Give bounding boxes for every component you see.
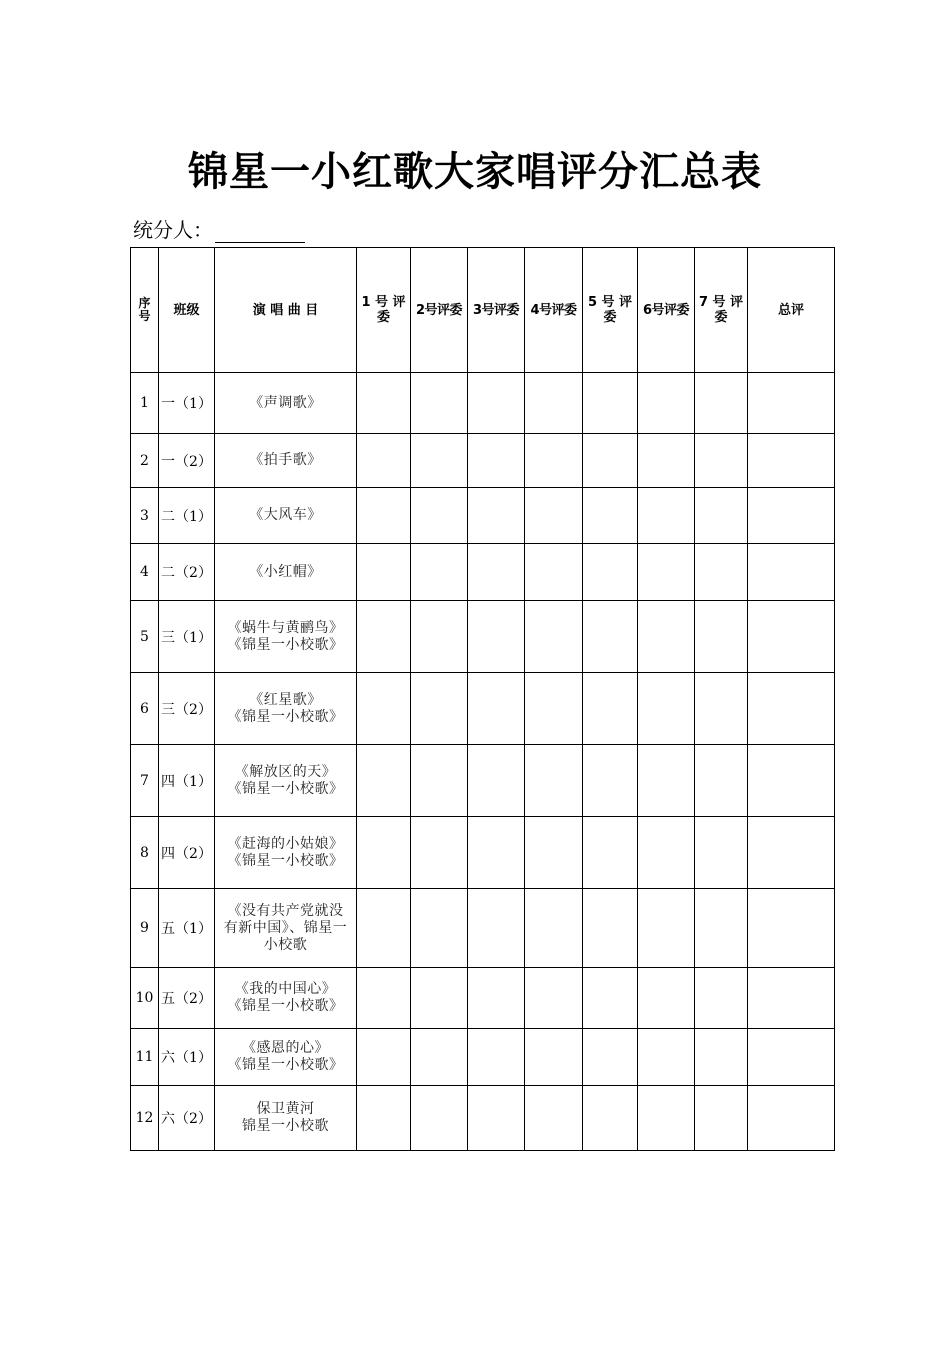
row-song xyxy=(215,889,357,968)
score-cell-judge-5[interactable] xyxy=(583,488,638,544)
header-seq-label: 序号 xyxy=(138,296,151,323)
song-line: 有新中国》、锦星一 xyxy=(223,919,348,936)
song-line: 《声调歌》 xyxy=(249,394,322,411)
score-cell-judge-3[interactable] xyxy=(468,1029,525,1086)
score-cell-judge-2[interactable] xyxy=(411,817,468,889)
score-cell-judge-7[interactable] xyxy=(695,544,748,601)
score-cell-total[interactable] xyxy=(748,673,835,745)
score-cell-judge-5[interactable] xyxy=(583,817,638,889)
score-cell-judge-6[interactable] xyxy=(638,817,695,889)
score-cell-judge-6[interactable] xyxy=(638,488,695,544)
score-cell-judge-1[interactable] xyxy=(357,434,411,488)
score-cell-judge-2[interactable] xyxy=(411,434,468,488)
row-seq: 5 xyxy=(131,601,159,673)
row-song xyxy=(215,745,357,817)
score-cell-judge-5[interactable] xyxy=(583,373,638,434)
score-cell-total[interactable] xyxy=(748,601,835,673)
score-cell-judge-5[interactable] xyxy=(583,1029,638,1086)
score-cell-total[interactable] xyxy=(748,488,835,544)
row-class: 三（2） xyxy=(159,673,215,745)
song-line: 《拍手歌》 xyxy=(249,452,322,468)
song-line: 《锦星一小校歌》 xyxy=(227,998,344,1014)
score-cell-judge-2[interactable] xyxy=(411,745,468,817)
score-cell-judge-5[interactable] xyxy=(583,745,638,817)
row-song xyxy=(215,817,357,889)
row-seq: 10 xyxy=(131,968,159,1029)
header-judge-4: 4号评委 xyxy=(525,248,583,373)
row-class: 二（2） xyxy=(159,544,215,601)
row-class: 六（2） xyxy=(159,1086,215,1151)
song-line: 《锦星一小校歌》 xyxy=(227,852,344,869)
song-line: 保卫黄河 xyxy=(256,1101,315,1117)
row-song xyxy=(215,434,357,488)
score-cell-judge-2[interactable] xyxy=(411,601,468,673)
score-cell-judge-1[interactable] xyxy=(357,544,411,601)
row-song xyxy=(215,488,357,544)
score-cell-total[interactable] xyxy=(748,968,835,1029)
score-cell-judge-6[interactable] xyxy=(638,544,695,601)
header-judge-6: 6号评委 xyxy=(638,248,695,373)
score-cell-judge-3[interactable] xyxy=(468,544,525,601)
row-seq: 12 xyxy=(131,1086,159,1151)
row-class: 三（1） xyxy=(159,601,215,673)
score-cell-judge-5[interactable] xyxy=(583,889,638,968)
row-seq: 2 xyxy=(131,434,159,488)
header-judge-2: 2号评委 xyxy=(411,248,468,373)
song-line: 《红星歌》 xyxy=(249,691,322,708)
score-cell-judge-3[interactable] xyxy=(468,889,525,968)
song-line: 《大风车》 xyxy=(249,507,322,523)
score-cell-judge-4[interactable] xyxy=(525,968,583,1029)
row-seq: 1 xyxy=(131,373,159,434)
song-line: 《没有共产党就没 xyxy=(227,902,344,919)
score-cell-judge-4[interactable] xyxy=(525,1029,583,1086)
score-cell-judge-4[interactable] xyxy=(525,601,583,673)
score-cell-judge-2[interactable] xyxy=(411,373,468,434)
score-cell-judge-5[interactable] xyxy=(583,434,638,488)
score-cell-judge-5[interactable] xyxy=(583,544,638,601)
score-cell-judge-4[interactable] xyxy=(525,373,583,434)
song-line: 《锦星一小校歌》 xyxy=(227,1057,344,1073)
score-cell-judge-2[interactable] xyxy=(411,1029,468,1086)
score-cell-judge-6[interactable] xyxy=(638,1086,695,1151)
song-line: 锦星一小校歌 xyxy=(242,1118,329,1134)
header-class: 班级 xyxy=(159,248,215,373)
row-class: 四（1） xyxy=(159,745,215,817)
song-line: 《赶海的小姑娘》 xyxy=(227,835,344,852)
header-judge-3: 3号评委 xyxy=(468,248,525,373)
song-line: 小校歌 xyxy=(263,936,308,953)
score-cell-judge-1[interactable] xyxy=(357,1086,411,1151)
table-row xyxy=(131,1029,835,1086)
score-cell-judge-7[interactable] xyxy=(695,1086,748,1151)
score-cell-judge-7[interactable] xyxy=(695,968,748,1029)
table-row xyxy=(131,434,835,488)
score-cell-judge-2[interactable] xyxy=(411,1086,468,1151)
table-row xyxy=(131,745,835,817)
score-cell-judge-3[interactable] xyxy=(468,434,525,488)
table-row xyxy=(131,889,835,968)
score-cell-judge-3[interactable] xyxy=(468,601,525,673)
score-cell-total[interactable] xyxy=(748,1086,835,1151)
score-cell-judge-1[interactable] xyxy=(357,968,411,1029)
header-total: 总评 xyxy=(748,248,835,373)
score-cell-judge-6[interactable] xyxy=(638,889,695,968)
score-cell-judge-6[interactable] xyxy=(638,373,695,434)
table-row xyxy=(131,817,835,889)
score-cell-judge-1[interactable] xyxy=(357,373,411,434)
score-cell-judge-4[interactable] xyxy=(525,817,583,889)
score-cell-judge-3[interactable] xyxy=(468,817,525,889)
row-class: 四（2） xyxy=(159,817,215,889)
score-cell-total[interactable] xyxy=(748,434,835,488)
score-cell-judge-4[interactable] xyxy=(525,1086,583,1151)
header-song: 演 唱 曲 目 xyxy=(215,248,357,373)
row-seq: 8 xyxy=(131,817,159,889)
score-cell-judge-3[interactable] xyxy=(468,1086,525,1151)
score-cell-judge-3[interactable] xyxy=(468,673,525,745)
score-cell-judge-6[interactable] xyxy=(638,745,695,817)
song-line: 《感恩的心》 xyxy=(242,1040,329,1056)
row-seq: 7 xyxy=(131,745,159,817)
row-class: 一（2） xyxy=(159,434,215,488)
scorer-blank-line[interactable] xyxy=(215,222,305,243)
score-cell-judge-4[interactable] xyxy=(525,889,583,968)
row-song xyxy=(215,1029,357,1086)
score-cell-judge-2[interactable] xyxy=(411,544,468,601)
row-class: 二（1） xyxy=(159,488,215,544)
score-cell-judge-5[interactable] xyxy=(583,1086,638,1151)
score-cell-judge-1[interactable] xyxy=(357,673,411,745)
score-cell-judge-7[interactable] xyxy=(695,434,748,488)
score-cell-judge-6[interactable] xyxy=(638,1029,695,1086)
song-line: 《锦星一小校歌》 xyxy=(227,636,344,653)
score-cell-total[interactable] xyxy=(748,373,835,434)
song-line: 《小红帽》 xyxy=(249,563,322,580)
header-seq xyxy=(131,248,159,373)
row-seq: 11 xyxy=(131,1029,159,1086)
score-cell-judge-4[interactable] xyxy=(525,673,583,745)
score-cell-judge-7[interactable] xyxy=(695,817,748,889)
row-class: 五（2） xyxy=(159,968,215,1029)
score-cell-judge-5[interactable] xyxy=(583,601,638,673)
score-cell-judge-4[interactable] xyxy=(525,434,583,488)
score-cell-total[interactable] xyxy=(748,544,835,601)
score-cell-judge-7[interactable] xyxy=(695,373,748,434)
score-cell-judge-6[interactable] xyxy=(638,434,695,488)
score-cell-judge-1[interactable] xyxy=(357,889,411,968)
scorer-label: 统分人： xyxy=(133,218,213,242)
header-judge-7: 7 号 评委 xyxy=(695,248,748,373)
header-judge-5: 5 号 评委 xyxy=(583,248,638,373)
row-song xyxy=(215,373,357,434)
row-song xyxy=(215,544,357,601)
song-line: 《解放区的天》 xyxy=(234,763,337,780)
row-song xyxy=(215,673,357,745)
score-cell-judge-7[interactable] xyxy=(695,1029,748,1086)
song-line: 《蜗牛与黄鹂鸟》 xyxy=(227,619,344,636)
header-row xyxy=(131,248,835,373)
table-row xyxy=(131,968,835,1029)
score-cell-judge-3[interactable] xyxy=(468,968,525,1029)
row-seq: 9 xyxy=(131,889,159,968)
score-cell-judge-3[interactable] xyxy=(468,488,525,544)
score-cell-judge-1[interactable] xyxy=(357,817,411,889)
page-title: 锦星一小红歌大家唱评分汇总表 xyxy=(188,149,762,195)
scorer-field xyxy=(133,214,305,243)
table-row xyxy=(131,488,835,544)
score-cell-judge-7[interactable] xyxy=(695,889,748,968)
score-cell-judge-7[interactable] xyxy=(695,601,748,673)
row-class: 六（1） xyxy=(159,1029,215,1086)
score-cell-judge-1[interactable] xyxy=(357,488,411,544)
row-seq: 6 xyxy=(131,673,159,745)
score-cell-judge-6[interactable] xyxy=(638,601,695,673)
table-row xyxy=(131,544,835,601)
score-cell-judge-4[interactable] xyxy=(525,745,583,817)
score-cell-judge-2[interactable] xyxy=(411,673,468,745)
score-cell-judge-2[interactable] xyxy=(411,488,468,544)
score-cell-judge-2[interactable] xyxy=(411,889,468,968)
score-cell-judge-7[interactable] xyxy=(695,488,748,544)
score-cell-judge-1[interactable] xyxy=(357,745,411,817)
score-cell-judge-5[interactable] xyxy=(583,673,638,745)
row-class: 一（1） xyxy=(159,373,215,434)
score-cell-judge-6[interactable] xyxy=(638,968,695,1029)
song-line: 《锦星一小校歌》 xyxy=(227,708,344,725)
score-cell-judge-3[interactable] xyxy=(468,745,525,817)
score-cell-judge-2[interactable] xyxy=(411,968,468,1029)
score-cell-judge-6[interactable] xyxy=(638,673,695,745)
row-song xyxy=(215,601,357,673)
table-row xyxy=(131,373,835,434)
row-class: 五（1） xyxy=(159,889,215,968)
row-song xyxy=(215,1086,357,1151)
score-cell-judge-3[interactable] xyxy=(468,373,525,434)
score-cell-judge-4[interactable] xyxy=(525,544,583,601)
table-row xyxy=(131,673,835,745)
score-cell-judge-7[interactable] xyxy=(695,673,748,745)
score-cell-total[interactable] xyxy=(748,745,835,817)
song-line: 《锦星一小校歌》 xyxy=(227,780,344,797)
score-cell-total[interactable] xyxy=(748,817,835,889)
score-cell-judge-5[interactable] xyxy=(583,968,638,1029)
header-judge-1: 1 号 评委 xyxy=(357,248,411,373)
row-song xyxy=(215,968,357,1029)
score-cell-judge-1[interactable] xyxy=(357,1029,411,1086)
score-cell-total[interactable] xyxy=(748,1029,835,1086)
score-cell-judge-7[interactable] xyxy=(695,745,748,817)
row-seq: 4 xyxy=(131,544,159,601)
table-row xyxy=(131,1086,835,1151)
row-seq: 3 xyxy=(131,488,159,544)
score-cell-judge-4[interactable] xyxy=(525,488,583,544)
score-cell-total[interactable] xyxy=(748,889,835,968)
score-table xyxy=(130,247,835,1151)
song-line: 《我的中国心》 xyxy=(234,981,337,997)
table-row xyxy=(131,601,835,673)
score-cell-judge-1[interactable] xyxy=(357,601,411,673)
